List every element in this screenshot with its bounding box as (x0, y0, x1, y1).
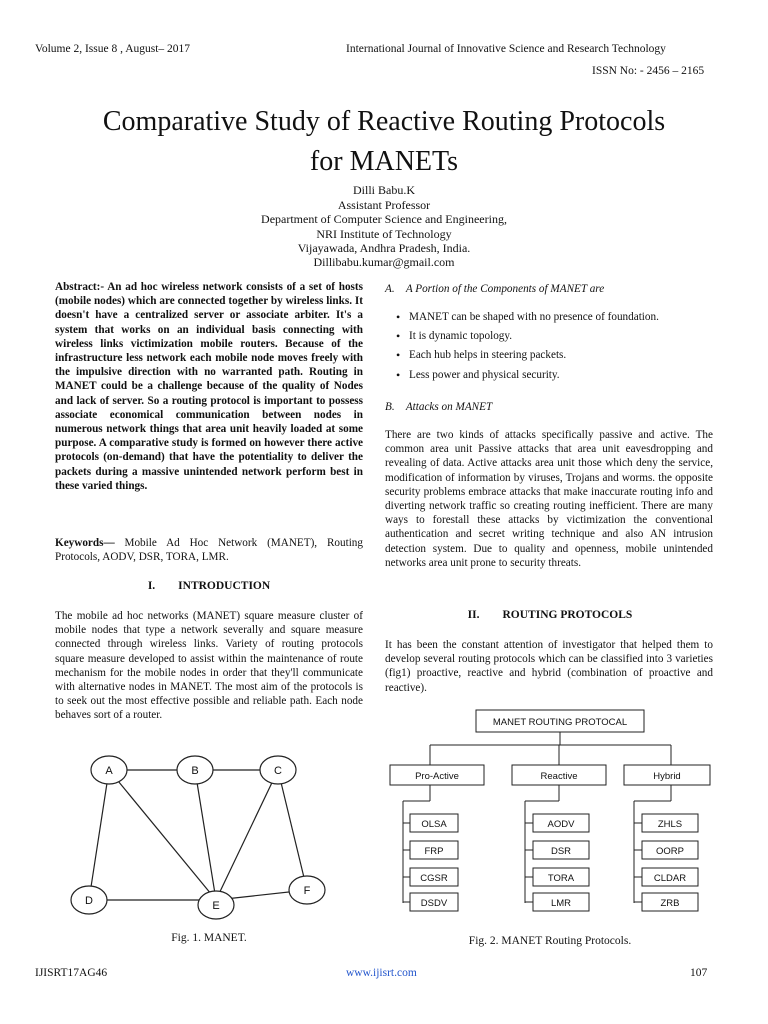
author-location: Vijayawada, Andhra Pradesh, India. (297, 241, 471, 255)
author-institute: NRI Institute of Technology (316, 227, 452, 241)
category-label-hybrid: Hybrid (653, 771, 681, 782)
attacks-heading: B. Attacks on MANET (385, 401, 493, 413)
abstract-text: An ad hoc wireless network consists of a set of hosts (mobile nodes) which are connected together by wireless links. It doesn't have a centralized server or associate arbiter. It's a system that works on an individual basis connecting with wireless links victimization mobile routers. Because of the infrastructure less network each mobile node moves freely with the impulsive direction with no warranted path. Routing in MANET could be a challenge because of the quality of Nodes and lack of server. So a routing protocol is important to possess associate economical communication between nodes in numerous network things that area unit heavily loaded at some purpose. A comparative study is formed on however there active protocols (on-demand) that have the potentiality to deliver the packets during a massive unintended network perform best in these varied things. (55, 281, 363, 492)
edge-c-e (216, 770, 278, 900)
header-volume: Volume 2, Issue 8 , August– 2017 (35, 43, 191, 55)
header-journal: International Journal of Innovative Science and Research Technology (346, 43, 666, 55)
list-item: • Less power and physical security. (385, 369, 715, 388)
list-item: • Each hub helps in steering packets. (385, 349, 715, 368)
footer-id: IJISRT17AG46 (35, 967, 108, 979)
author-department: Department of Computer Science and Engineering, (261, 212, 507, 226)
components-list (385, 311, 715, 388)
author-position: Assistant Professor (337, 198, 431, 212)
author-email: Dillibabu.kumar@gmail.com (313, 255, 455, 269)
keywords (55, 536, 363, 564)
root-label: MANET ROUTING PROTOCAL (492, 717, 628, 728)
paper-title-line2: for MANETs (309, 146, 459, 177)
edge-a-d (89, 770, 109, 900)
node-c-label: C (274, 765, 282, 777)
edge-c-f (278, 770, 307, 890)
keywords-label: Keywords— (55, 537, 115, 549)
list-item: • It is dynamic topology. (385, 330, 715, 349)
leaf-label: LMR (550, 898, 572, 909)
leaf-label: TORA (547, 873, 575, 884)
fig2-protocol-tree (388, 705, 714, 920)
node-b-label: B (191, 765, 199, 777)
leaf-label: ZRB (660, 898, 680, 909)
keywords-text: Mobile Ad Hoc Network (MANET), Routing Protocols, AODV, DSR, TORA, LMR. (55, 537, 363, 564)
abstract (55, 280, 363, 493)
footer-site-link[interactable]: www.ijisrt.com (346, 967, 417, 979)
fig1-caption: Fig. 1. MANET. (171, 932, 247, 944)
footer-page-number: 107 (690, 967, 708, 979)
leaf-label: ZHLS (657, 819, 683, 830)
edge-a-e (109, 770, 216, 900)
routing-heading: II. ROUTING PROTOCOLS (467, 609, 633, 621)
header-issn: ISSN No: - 2456 – 2165 (592, 65, 705, 77)
routing-text: It has been the constant attention of investigator that helped them to develop several routing protocols which can be classified into 3 varieties (fig1) proactive, reactive and hybrid (combination of proactive and reactive). (385, 639, 713, 694)
intro-text: The mobile ad hoc networks (MANET) square measure cluster of mobile nodes that type a network severally and square measure connected through wireless links. Variety of routing protocols square measure developed to assist within the maintenance of route mechanism for the mobile nodes in order that they'll communicate with alternative nodes in MANET. The most aim of the protocols is to seek out the most effective possible and reliable path. Each node behaves sort of a router. (55, 610, 363, 722)
category-label-proactive: Pro-Active (415, 771, 459, 782)
node-d-label: D (85, 895, 93, 907)
author-name: Dilli Babu.K (353, 183, 415, 197)
leaf-label: OLSA (421, 819, 447, 830)
leaf-label: AODV (547, 819, 575, 830)
node-e-label: E (212, 900, 220, 912)
list-item: • MANET can be shaped with no presence of foundation. (385, 311, 715, 330)
attacks-text: There are two kinds of attacks specifically passive and active. The common area unit Passive attacks that area unit eavesdropping and revealing of data. Active attacks area unit those which deny the service, modification of information by viruses, Trojans and worms. the opposite security problems embrace attacks that make inaccurate routing info and diverting network traffic so creating routing inefficient. There are many ways to forestall these attacks by victimization the conventional authentication and secret writing technique and also AN intrusion detection system. Due to quality and openness, mobile unintended networks area unit prone to security threats. (385, 429, 713, 569)
edge-b-e (195, 770, 216, 900)
leaf-label: DSDV (420, 898, 448, 909)
category-label-reactive: Reactive (540, 771, 578, 782)
node-a-label: A (105, 765, 113, 777)
paper-title-line1: Comparative Study of Reactive Routing Protocols (102, 106, 666, 137)
node-f-label: F (303, 885, 311, 897)
leaf-label: FRP (424, 846, 444, 857)
intro-heading: I. INTRODUCTION (147, 580, 271, 592)
components-heading: A. A Portion of the Components of MANET are (385, 283, 605, 295)
leaf-label: CGSR (420, 873, 448, 884)
fig2-caption: Fig. 2. MANET Routing Protocols. (468, 935, 632, 947)
leaf-label: DSR (550, 846, 572, 857)
abstract-label: Abstract:- (55, 281, 105, 293)
fig1-manet-graph (60, 745, 360, 930)
leaf-label: OORP (656, 846, 684, 857)
leaf-label: CLDAR (653, 873, 687, 884)
